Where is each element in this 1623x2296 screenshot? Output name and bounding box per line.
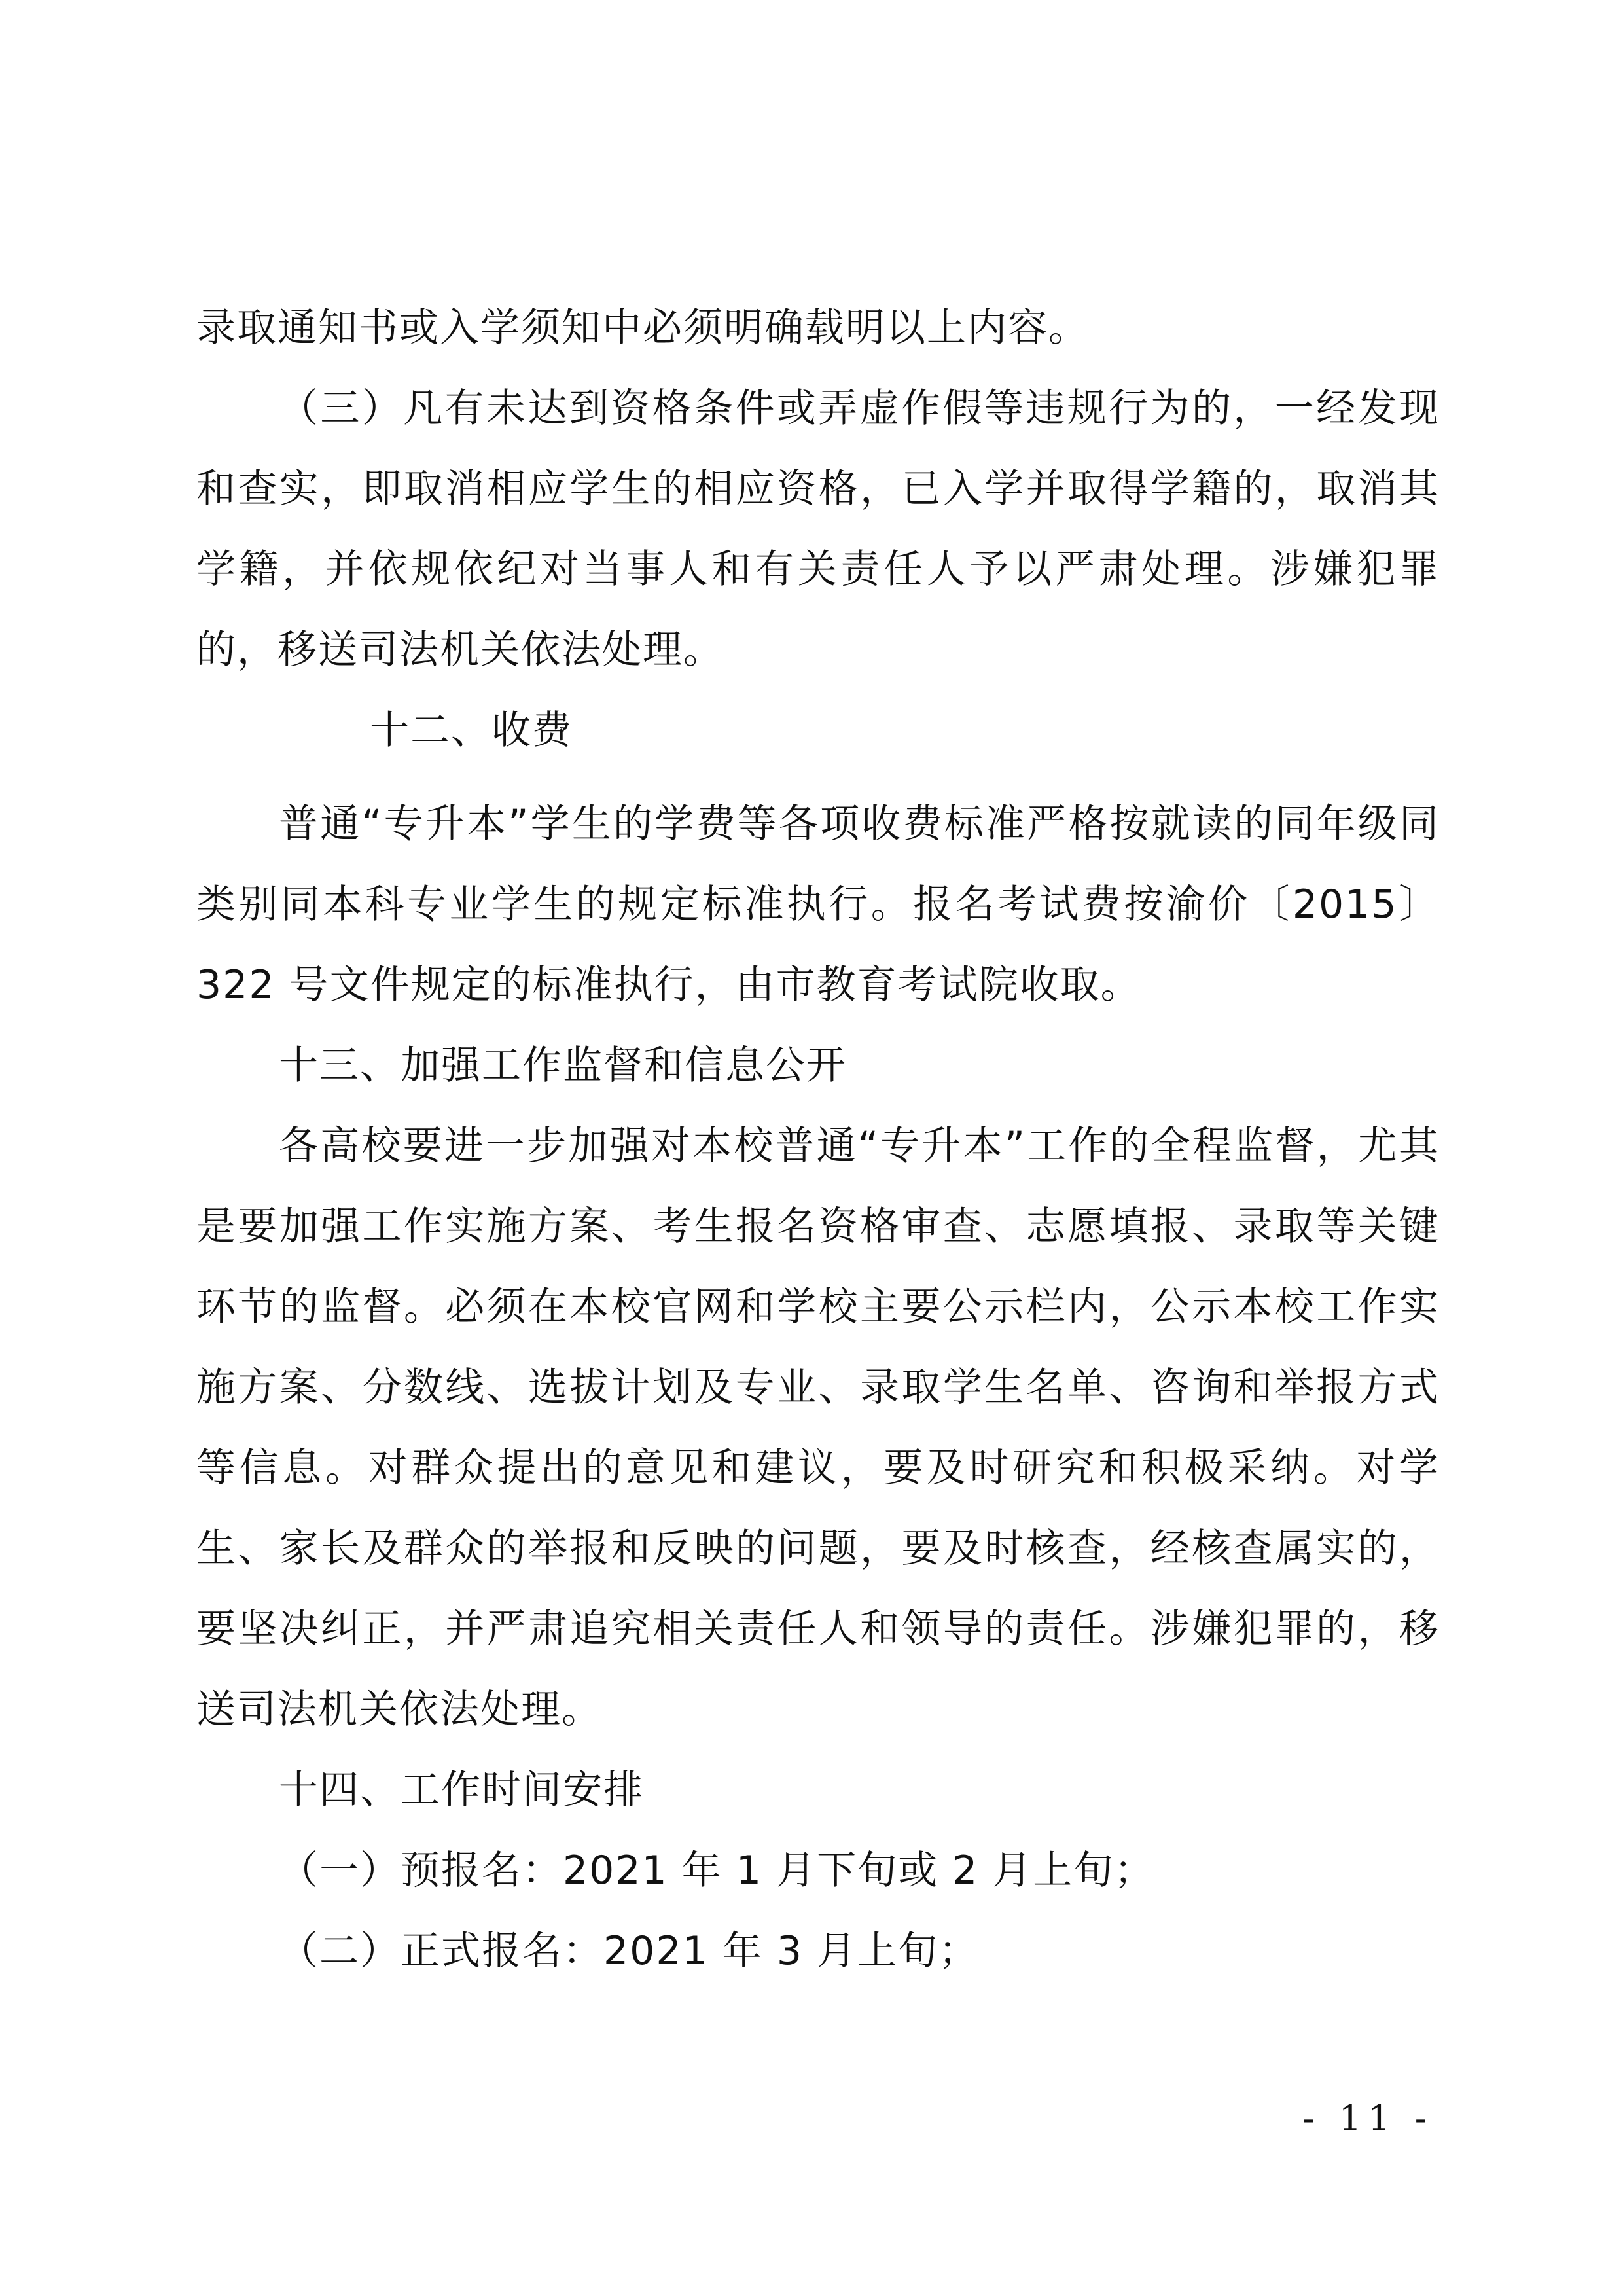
document-body [196,288,1440,1992]
section-heading-schedule: 十四、工作时间安排 [279,1767,644,1813]
page-number: - 11 - [1302,2098,1433,2139]
section-heading-fees: 十二、收费 [370,708,573,753]
paragraph-fees: 普通“专升本”学生的学费等各项收费标准严格按就读的同年级同类别同本科专业学生的规定标准执行。报名考试费按渝价〔2015〕322 号文件规定的标准执行，由市教育考试院收取。 [196,801,1440,1008]
schedule-item-formal-registration: （二）正式报名：2021 年 3 月上旬； [279,1928,980,1974]
paragraph-supervision: 各高校要进一步加强对本校普通“专升本”工作的全程监督，尤其是要加强工作实施方案、考生报名资格审查、志愿填报、录取等关键环节的监督。必须在本校官网和学校主要公示栏内，公示本校工作实施方案、分数线、选拔计划及专业、录取学生名单、咨询和举报方式等信息。对群众提出的意见和建议，要及时研究和积极采纳。对学生、家长及群众的举报和反映的问题，要及时核查，经核查属实的，要坚决纠正，并严肃追究相关责任人和领导的责任。涉嫌犯罪的，移送司法机关依法处理。 [196,1123,1440,1732]
schedule-item-pre-registration: （一）预报名：2021 年 1 月下旬或 2 月上旬； [279,1848,1155,1893]
section-heading-supervision: 十三、加强工作监督和信息公开 [279,1043,847,1088]
paragraph-item-3: （三）凡有未达到资格条件或弄虚作假等违规行为的，一经发现和查实，即取消相应学生的相应资格，已入学并取得学籍的，取消其学籍，并依规依纪对当事人和有关责任人予以严肃处理。涉嫌犯罪的，移送司法机关依法处理。 [196,386,1440,673]
paragraph-continuation: 录取通知书或入学须知中必须明确载明以上内容。 [196,305,1089,351]
